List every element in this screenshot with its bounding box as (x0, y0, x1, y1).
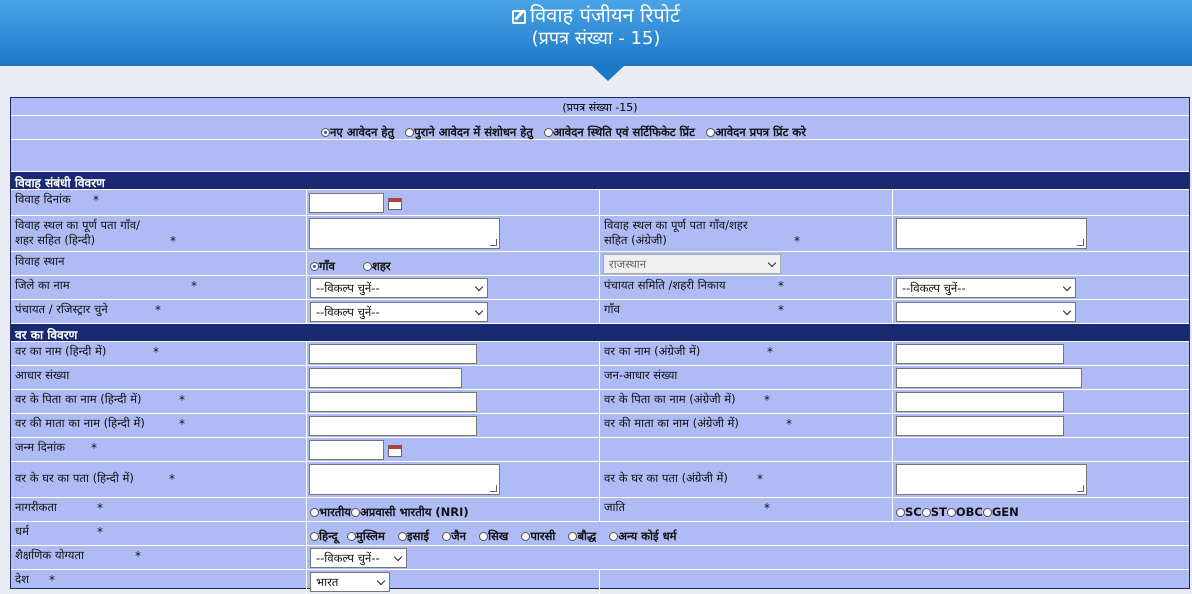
marriage-section-header: विवाह संबंधी विवरण (11, 172, 1189, 190)
religion-parsi[interactable]: पारसी (521, 529, 555, 543)
nationality-label: नागरीकता (15, 500, 57, 514)
mode-options (321, 121, 806, 140)
village-label: गाँव (604, 302, 620, 316)
mother-eng-input[interactable] (896, 416, 1064, 436)
nationality-indian[interactable]: भारतीय (310, 505, 351, 519)
radio-icon[interactable] (347, 532, 356, 541)
form-number: (प्रपत्र संख्या -15) (562, 101, 638, 114)
religion-other[interactable]: अन्य कोई धर्म (609, 529, 676, 543)
panchayat-label: पंचायत / रजिस्ट्रार चुने (15, 302, 108, 316)
calendar-icon[interactable] (388, 198, 402, 210)
mode-status[interactable]: आवेदन स्थिति एवं सर्टिफिकेट प्रिंट (544, 125, 695, 139)
marriage-date-row: विवाह दिनांक * (11, 190, 1189, 216)
caste-options[interactable] (896, 501, 1019, 520)
place-hindi-label-2: शहर सहित (हिन्दी) (15, 233, 96, 247)
place-hindi-label-1: विवाह स्थल का पूर्ण पता गाँव/ (15, 218, 140, 232)
address-hindi-textarea[interactable] (309, 464, 500, 495)
groom-name-eng-label: वर का नाम (अंग्रेजी में) (604, 344, 701, 358)
radio-icon[interactable] (310, 262, 319, 271)
district-select[interactable]: --विकल्प चुनें-- (310, 278, 488, 298)
district-label: जिले का नाम (15, 278, 70, 292)
mode-new[interactable]: नए आवेदन हेतु (321, 125, 394, 139)
radio-icon[interactable] (321, 128, 330, 137)
religion-jain[interactable]: जैन (442, 529, 466, 543)
religion-hindu[interactable]: हिन्दू (310, 529, 338, 543)
chevron-down-icon (1063, 283, 1071, 291)
registration-form (10, 97, 1190, 589)
address-eng-textarea[interactable] (896, 464, 1087, 495)
place-eng-label-2: सहित (अंग्रेजी) (604, 233, 667, 247)
place-type-city[interactable]: शहर (363, 255, 391, 274)
radio-icon[interactable] (405, 128, 414, 137)
aadhaar-label: आधार संख्या (15, 368, 70, 382)
place-eng-textarea[interactable] (896, 218, 1087, 249)
marriage-place-row: विवाह स्थल का पूर्ण पता गाँव/ शहर सहित (हिन्दी) * विवाह स्थल का पूर्ण पता गाँव/शहर सहित (अंग्रेजी) * (11, 216, 1189, 252)
radio-icon[interactable] (363, 262, 372, 271)
mother-eng-label: वर की माता का नाम (अंग्रेजी में) (604, 416, 739, 430)
education-select[interactable]: --विकल्प चुनें-- (310, 548, 407, 568)
education-row: शैक्षणिक योग्यता * --विकल्प चुनें-- (11, 546, 1189, 570)
place-eng-label-1: विवाह स्थल का पूर्ण पता गाँव/शहर (604, 218, 748, 232)
radio-icon[interactable] (479, 532, 488, 541)
marriage-date-label: विवाह दिनांक (15, 192, 71, 206)
chevron-down-icon (475, 283, 483, 291)
caste-gen[interactable]: GEN (983, 505, 1019, 519)
samiti-select[interactable]: --विकल्प चुनें-- (896, 278, 1076, 298)
marriage-date-input[interactable] (309, 193, 384, 213)
page-title: विवाह पंजीयन रिपोर्ट (0, 4, 1192, 26)
radio-icon[interactable] (310, 508, 319, 517)
father-eng-label: वर के पिता का नाम (अंग्रेजी में) (604, 392, 736, 406)
father-name-row: वर के पिता का नाम (हिन्दी में) * वर के पिता का नाम (अंग्रेजी में) * (11, 390, 1189, 414)
nationality-row: नागरीकता * भारतीय अप्रवासी भारतीय (NRI) जाति * SC ST OBC GEN (11, 498, 1189, 522)
address-eng-label: वर के घर का पता (अंग्रेजी में) (604, 471, 728, 485)
panchayat-select[interactable]: --विकल्प चुनें-- (310, 302, 488, 322)
radio-icon[interactable] (896, 508, 905, 517)
radio-icon[interactable] (398, 532, 407, 541)
religion-label: धर्म (15, 524, 29, 538)
nationality-options[interactable] (310, 501, 469, 520)
header-arrow (592, 66, 624, 81)
religion-buddh[interactable]: बौद्ध (568, 529, 596, 543)
dob-row: जन्म दिनांक * (11, 438, 1189, 462)
religion-muslim[interactable]: मुस्लिम (347, 529, 385, 543)
village-select[interactable] (896, 302, 1076, 322)
caste-sc[interactable]: SC (896, 505, 922, 519)
caste-st[interactable]: ST (922, 505, 947, 519)
father-eng-input[interactable] (896, 392, 1064, 412)
radio-icon[interactable] (609, 532, 618, 541)
country-label: देश (15, 572, 29, 586)
radio-icon[interactable] (544, 128, 553, 137)
religion-sikh[interactable]: सिख (479, 529, 508, 543)
state-select[interactable]: राजस्थान (603, 254, 781, 274)
chevron-down-icon (768, 259, 776, 267)
chevron-down-icon (475, 307, 483, 315)
groom-name-eng-input[interactable] (896, 344, 1064, 364)
father-hindi-input[interactable] (309, 392, 477, 412)
radio-icon[interactable] (983, 508, 992, 517)
jan-aadhaar-input[interactable] (896, 368, 1082, 388)
education-label: शैक्षणिक योग्यता (15, 548, 84, 562)
radio-icon[interactable] (706, 128, 715, 137)
radio-icon[interactable] (310, 532, 319, 541)
samiti-label: पंचायत समिति /शहरी निकाय (604, 278, 726, 292)
chevron-down-icon (1063, 307, 1071, 315)
groom-name-row: वर का नाम (हिन्दी में) * वर का नाम (अंग्रेजी में) * (11, 342, 1189, 366)
address-row: वर के घर का पता (हिन्दी में) * वर के घर का पता (अंग्रेजी में) * (11, 462, 1189, 498)
place-type-village[interactable]: गाँव (310, 255, 335, 274)
spacer-row (11, 140, 1189, 172)
place-hindi-textarea[interactable] (309, 218, 500, 249)
edit-icon (512, 10, 526, 24)
page-subtitle: (प्रपत्र संख्या - 15) (531, 28, 661, 49)
mother-hindi-label: वर की माता का नाम (हिन्दी में) (15, 416, 145, 430)
place-type-row (11, 252, 1189, 276)
caste-label: जाति (604, 500, 626, 514)
mother-hindi-input[interactable] (309, 416, 477, 436)
aadhaar-input[interactable] (309, 368, 462, 388)
aadhaar-row (11, 366, 1189, 390)
chevron-down-icon (394, 553, 402, 561)
caste-obc[interactable]: OBC (947, 505, 983, 519)
mode-print[interactable]: आवेदन प्रपत्र प्रिंट करे (706, 125, 806, 139)
country-select[interactable]: भारत (310, 572, 390, 592)
page-header (0, 0, 1192, 66)
mode-row (11, 116, 1189, 140)
religion-christian[interactable]: इसाई (398, 529, 429, 543)
radio-icon[interactable] (351, 508, 360, 517)
radio-icon[interactable] (922, 508, 931, 517)
chevron-down-icon (377, 577, 385, 585)
calendar-icon[interactable] (388, 445, 402, 457)
jan-aadhaar-label: जन-आधार संख्या (604, 368, 678, 382)
place-type-label: विवाह स्थान (15, 254, 65, 268)
father-hindi-label: वर के पिता का नाम (हिन्दी में) (15, 392, 142, 406)
country-row: देश * भारत (11, 570, 1189, 594)
mother-name-row: वर की माता का नाम (हिन्दी में) * वर की माता का नाम (अंग्रेजी में) * (11, 414, 1189, 438)
form-number-row (11, 98, 1189, 116)
dob-label: जन्म दिनांक (15, 440, 66, 454)
radio-icon[interactable] (442, 532, 451, 541)
mode-edit[interactable]: पुराने आवेदन में संशोधन हेतु (405, 125, 533, 139)
dob-input[interactable] (309, 440, 384, 460)
religion-row: धर्म * हिन्दू मुस्लिम इसाई जैन सिख पारसी बौद्ध अन्य कोई धर्म (11, 522, 1189, 546)
address-hindi-label: वर के घर का पता (हिन्दी में) (15, 471, 134, 485)
groom-name-hindi-label: वर का नाम (हिन्दी में) (15, 344, 107, 358)
groom-name-hindi-input[interactable] (309, 344, 477, 364)
nationality-nri[interactable]: अप्रवासी भारतीय (NRI) (351, 505, 469, 519)
radio-icon[interactable] (947, 508, 956, 517)
panchayat-row: पंचायत / रजिस्ट्रार चुने * --विकल्प चुनें-- गाँव * (11, 300, 1189, 324)
district-row: जिले का नाम * --विकल्प चुनें-- पंचायत समिति /शहरी निकाय * --विकल्प चुनें-- (11, 276, 1189, 300)
groom-section-header: वर का विवरण (11, 324, 1189, 342)
religion-options[interactable] (310, 525, 677, 544)
